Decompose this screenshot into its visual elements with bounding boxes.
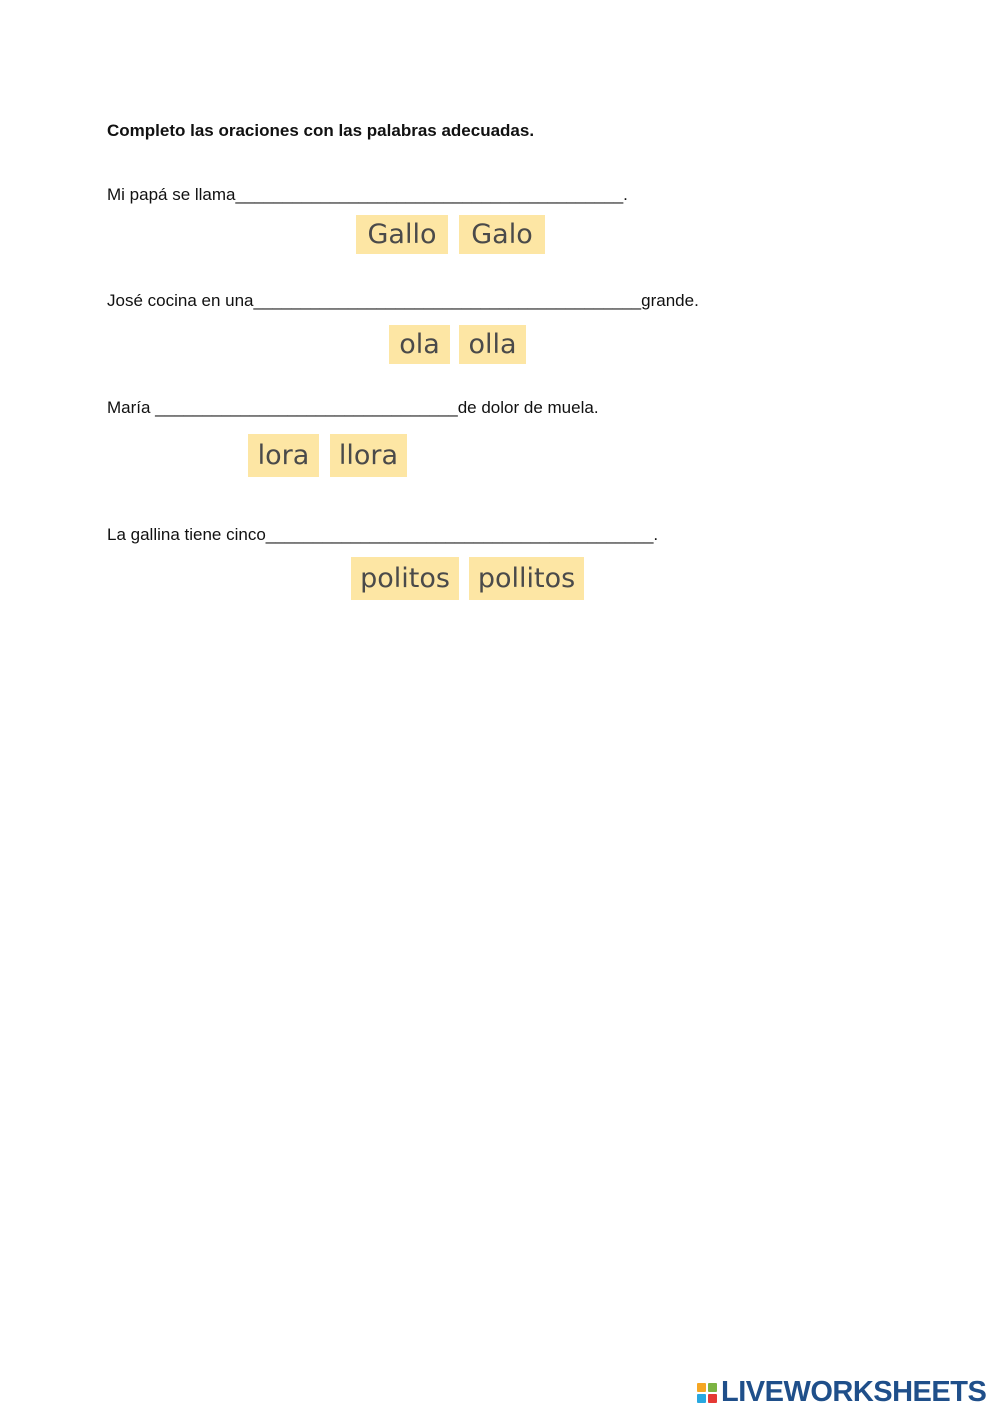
- option-pollitos[interactable]: pollitos: [469, 557, 584, 600]
- sentence-2: José cocina en una_________________________________________grande.: [107, 291, 699, 310]
- logo-mark-icon: [697, 1383, 717, 1403]
- liveworksheets-logo: [697, 1378, 986, 1407]
- sentence-1: Mi papá se llama_________________________________________.: [107, 185, 628, 204]
- option-lora[interactable]: lora: [248, 434, 319, 477]
- sentence-3: María ________________________________de dolor de muela.: [107, 398, 599, 417]
- instructions-title: Completo las oraciones con las palabras adecuadas.: [107, 121, 535, 140]
- sentence-4: La gallina tiene cinco_________________________________________.: [107, 525, 659, 544]
- option-ola[interactable]: ola: [389, 325, 450, 364]
- option-olla[interactable]: olla: [459, 325, 526, 364]
- logo-square-4: [708, 1394, 717, 1403]
- logo-square-3: [697, 1394, 706, 1403]
- logo-square-1: [697, 1383, 706, 1392]
- option-llora[interactable]: llora: [330, 434, 407, 477]
- option-politos[interactable]: politos: [351, 557, 459, 600]
- logo-text: LIVEWORKSHEETS: [721, 1376, 987, 1408]
- option-gallo[interactable]: Gallo: [356, 215, 448, 254]
- option-galo[interactable]: Galo: [459, 215, 545, 254]
- logo-square-2: [708, 1383, 717, 1392]
